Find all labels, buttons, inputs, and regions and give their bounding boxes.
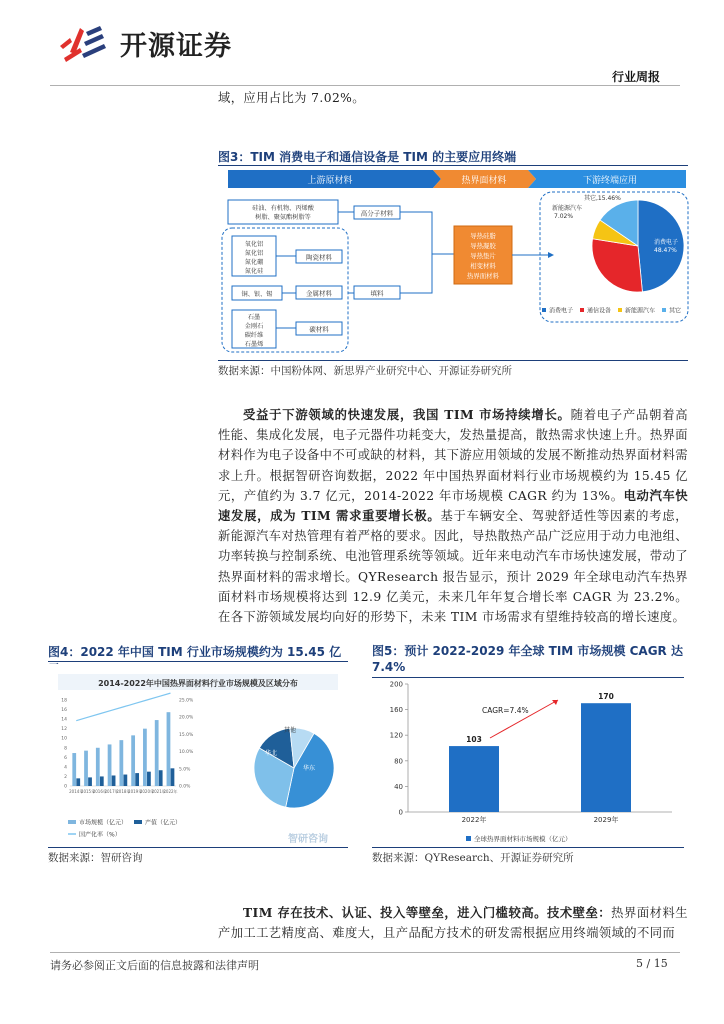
figure5-cagr-annotation: CAGR=7.4%: [482, 706, 529, 715]
svg-text:48.47%: 48.47%: [654, 247, 677, 254]
fig4-bar-output-2: [100, 776, 104, 786]
fig5-ytick-3: 120: [389, 731, 403, 740]
fig5-ytick-1: 40: [394, 782, 403, 791]
svg-text:新能源汽车: 新能源汽车: [625, 307, 656, 315]
fig4-bar-market-0: [72, 753, 76, 786]
fig4-category-label-8: 2022年: [163, 789, 178, 794]
svg-text:29.05%: 29.05%: [563, 261, 586, 268]
fig4-ytick-left-9: 18: [61, 698, 67, 704]
fig4-ytick-left-5: 10: [61, 736, 67, 742]
svg-text:7.02%: 7.02%: [554, 213, 574, 220]
figure4-chart: [48, 664, 348, 846]
fig4-bar-output-3: [112, 775, 116, 786]
svg-text:铜、银、锡: 铜、银、锡: [241, 291, 273, 298]
svg-text:产值（亿元）: 产值（亿元）: [145, 819, 182, 827]
fig4-bar-output-0: [76, 778, 80, 786]
fig4-bar-output-7: [159, 770, 163, 786]
figure5-source: 数据来源：QYResearch、开源证券研究所: [372, 852, 574, 864]
svg-text:相变材料: 相变材料: [470, 262, 496, 270]
figure4-pie: [254, 728, 334, 808]
label-metal: 金属材料: [306, 289, 332, 298]
fig4-ytick-left-1: 2: [64, 774, 67, 780]
fig5-category-label-0: 2022年: [461, 816, 487, 824]
fig4-ytick-left-4: 8: [64, 746, 67, 752]
fig4-bar-market-2: [96, 748, 100, 786]
figure5-bars: [449, 692, 631, 824]
svg-text:导热凝胶: 导热凝胶: [470, 242, 496, 250]
pie-label-other: 其它,15.46%: [584, 195, 621, 202]
svg-text:导热垫片: 导热垫片: [470, 252, 496, 260]
fig4-bar-market-4: [119, 740, 123, 786]
intro-fragment: 域，应用占比为 7.02%。: [218, 91, 365, 105]
arrow-tim-label: 热界面材料: [461, 176, 507, 186]
fig5-category-label-1: 2029年: [593, 816, 619, 824]
svg-text:其它: 其它: [669, 307, 682, 315]
figure4-bottom-rule: [48, 847, 348, 848]
fig4-category-label-2: 2016年: [92, 789, 107, 794]
paragraph-1-text2: 基于车辆安全、驾驶舒适性等因素的考虑，新能源汽车对热管理有着严格的要求。因此，导热散热产品广泛应用于动力电池组、功率转换与控制系统、电池管理系统等领域。近年来电动汽车市场快速发展，带动了热界面材料的需求增长。QYResearch 报告显示，预计 2029 年全球电动汽车热界面材料市场规模将达到 12.9 亿美元，未来几年年复合增长率 CAGR 为 23.2%。在各下游领域发展均向好的形势下，未来 TIM 市场需求有望维持较高的增长速度。: [218, 509, 688, 625]
fig4-ytick-left-3: 6: [64, 755, 67, 761]
figure3-bottom-rule: [218, 360, 688, 361]
fig4-ytick-right-0: 0.0%: [179, 784, 191, 790]
fig4-category-label-7: 2021年: [151, 789, 166, 794]
paragraph-1-lead: 受益于下游领域的快速发展，我国 TIM 市场持续增长。: [243, 407, 571, 422]
fig4-ytick-left-0: 0: [64, 784, 67, 790]
fig4-bar-output-6: [147, 772, 151, 786]
logo-icon: [60, 22, 116, 64]
fig4-bar-market-7: [155, 720, 159, 786]
label-ceramic: 陶瓷材料: [306, 253, 332, 262]
page-number: 5 / 15: [636, 957, 668, 970]
fig5-bar-0: [449, 746, 499, 812]
figure4-watermark: 智研咨询: [288, 834, 328, 845]
figure3-legend: [542, 307, 681, 315]
svg-text:石墨烯: 石墨烯: [244, 341, 264, 348]
fig5-ytick-0: 0: [398, 808, 403, 817]
fig4-bar-market-1: [84, 751, 88, 786]
fig4-bar-output-5: [135, 773, 139, 786]
fig4-category-label-0: 2014年: [69, 789, 84, 794]
arrow-upstream-label: 上游原材料: [307, 176, 353, 186]
fig5-value-label-1: 170: [598, 692, 614, 702]
svg-text:氮化铝: 氮化铝: [244, 250, 264, 257]
svg-text:国产化率（%）: 国产化率（%）: [79, 831, 121, 839]
svg-text:氮化硼: 氮化硼: [244, 259, 264, 266]
pie-label-ev: 新能源汽车: [552, 205, 583, 212]
fig4-ytick-right-4: 20.0%: [179, 715, 194, 721]
figure4-title: 图4：2022 年中国 TIM 行业市场规模约为 15.45 亿: [48, 645, 342, 659]
fig4-category-label-3: 2017年: [104, 789, 119, 794]
paragraph-2-lead: TIM 存在技术、认证、投入等壁垒，进入门槛较高。技术壁垒：: [243, 905, 612, 920]
fig4-ytick-right-3: 15.0%: [179, 732, 194, 738]
label-carbon: 碳材料: [309, 325, 329, 334]
svg-text:氮化硅: 氮化硅: [244, 268, 264, 275]
fig4-pie-label-east: 华东: [303, 765, 316, 772]
fig4-category-label-6: 2020年: [139, 789, 155, 794]
paragraph-1-text1: 随着电子产品朝着高性能、集成化发展，电子元器件功耗变大，发热量提高，散热需求快速上升。热界面材料作为电子设备中不可或缺的材料，其下游应用领域的发展不断推动热界面材料需求上升。根据智研咨询数据，2022 年中国热界面材料行业市场规模约为 15.45 亿元，产值约为 3.7 亿元，2014-2022 年市场规模 CAGR 约为 13%。: [218, 408, 688, 503]
svg-text:市场规模（亿元）: 市场规模（亿元）: [79, 819, 128, 827]
svg-text:氧化铝: 氧化铝: [244, 241, 264, 248]
fig5-ytick-4: 160: [389, 706, 403, 715]
paragraph-2-text: 热界面材料生产加工工艺精度高、难度大，且产品配方技术的研发需根据应用终端领域的不同而: [218, 906, 689, 941]
label-filler: 填料: [370, 289, 384, 298]
figure3-diagram: [218, 166, 690, 360]
pie-label-telecom: 通信设备: [563, 253, 588, 260]
fig4-bar-market-5: [131, 735, 135, 786]
fig4-category-label-4: 2018年: [116, 789, 131, 794]
pie-slice-1: [592, 239, 642, 292]
fig4-pie-label-other: 其他: [284, 727, 297, 734]
fig5-ytick-2: 80: [394, 757, 403, 766]
svg-text:消费电子: 消费电子: [549, 307, 574, 315]
svg-text:树脂、聚氨酯树脂等: 树脂、聚氨酯树脂等: [255, 214, 311, 221]
fig4-bar-output-8: [171, 768, 175, 786]
footer-rule: [50, 952, 680, 953]
svg-text:通信设备: 通信设备: [587, 307, 612, 315]
svg-text:导热硅脂: 导热硅脂: [470, 232, 496, 240]
figure3-title: 图3：TIM 消费电子和通信设备是 TIM 的主要应用终端: [218, 150, 517, 164]
fig4-ytick-left-6: 12: [61, 727, 67, 733]
fig4-bar-output-4: [123, 775, 127, 786]
fig4-bar-output-1: [88, 777, 92, 786]
paragraph-2: [218, 903, 688, 943]
figure5-bottom-rule: [372, 847, 684, 848]
fig4-pie-label-north: 华北: [265, 750, 278, 757]
box-polymer-raw: 硅油、有机物、丙烯酸: [252, 205, 314, 212]
fig5-bar-1: [581, 703, 631, 812]
header-rule: [50, 85, 680, 86]
figure3-pie: [592, 200, 684, 292]
fig5-ytick-5: 200: [389, 680, 403, 689]
figure5-title: 图5：预计 2022-2029 年全球 TIM 市场规模 CAGR 达 7.4%: [372, 644, 683, 674]
figure5-chart: [372, 678, 684, 846]
fig4-ytick-left-2: 4: [64, 765, 67, 771]
fig4-category-label-1: 2015年: [80, 789, 96, 794]
label-polymer: 高分子材料: [360, 209, 394, 218]
figure4-inner-title: 2014-2022年中国热界面材料行业市场规模及区域分布: [98, 679, 298, 688]
figure3-source: 数据来源：中国粉体网、新思界产业研究中心、开源证券研究所: [218, 365, 512, 377]
figure5-legend: 全球热界面材料市场规模（亿元）: [474, 835, 572, 843]
paragraph-1: [218, 405, 688, 627]
arrow-downstream-label: 下游终端应用: [582, 176, 638, 186]
fig4-ytick-left-8: 16: [61, 708, 67, 714]
pie-label-consumer: 消费电子: [654, 239, 679, 246]
svg-text:碳纤维: 碳纤维: [244, 332, 264, 339]
logo-text: 开源证券: [120, 31, 232, 62]
paragraph-1-mid: 电动汽车快速发展，成为 TIM 需求重要增长极。: [218, 487, 688, 524]
fig4-ytick-right-5: 25.0%: [179, 698, 194, 704]
fig5-value-label-0: 103: [466, 735, 482, 745]
fig4-ytick-right-2: 10.0%: [179, 750, 194, 756]
fig4-category-label-5: 2019年: [128, 789, 143, 794]
figure4-source: 数据来源：智研咨询: [48, 852, 143, 864]
figure4-title-rule: [48, 661, 348, 662]
fig4-pie-label-south: 华南: [274, 807, 287, 814]
footer-disclaimer: 请务必参阅正文后面的信息披露和法律声明: [50, 959, 259, 972]
fig4-bar-market-6: [143, 729, 147, 786]
section-label: 行业周报: [612, 70, 661, 84]
svg-text:金刚石: 金刚石: [244, 323, 264, 330]
fig4-ytick-left-7: 14: [61, 717, 67, 723]
svg-text:石墨: 石墨: [247, 314, 261, 321]
fig4-bar-market-8: [167, 712, 171, 786]
fig4-ytick-right-1: 5.0%: [179, 767, 191, 773]
fig4-bar-market-3: [108, 744, 112, 786]
svg-text:热界面材料: 热界面材料: [467, 272, 499, 280]
